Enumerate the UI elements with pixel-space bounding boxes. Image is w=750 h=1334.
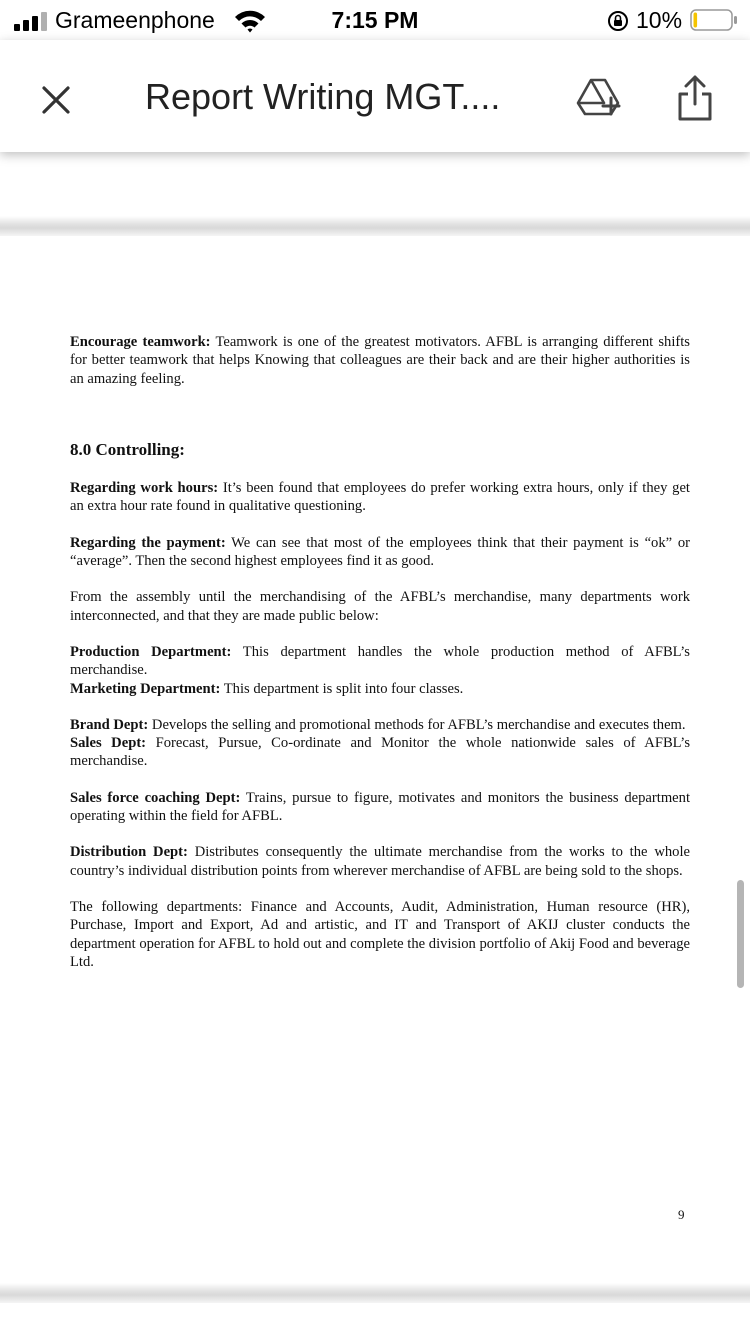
paragraph-label: Regarding the payment: (70, 534, 226, 551)
paragraph-text: Teamwork is one of the greatest motivators. AFBL is arranging different shifts for better teamwork that helps Knowing that colleagues are their back and are their higher authorities is an amazing feeling. (70, 334, 690, 387)
paragraph-marketing (70, 680, 690, 698)
status-time: 7:15 PM (331, 7, 419, 33)
page-divider (0, 1283, 750, 1303)
page-number: 9 (678, 1207, 685, 1222)
paragraph-following-departments: The following departments: Finance and Accounts, Audit, Administration, Human resource (HR), Purchase, Import and Export, Ad and artistic, and IT and Transport of AKIJ cluster conducts the department operation for AFBL to hold out and complete the division portfolio of Akij Food and beverage Ltd. (70, 898, 690, 970)
document-page-content (70, 333, 690, 971)
paragraph-coaching (70, 789, 690, 826)
paragraph-sales (70, 734, 690, 771)
paragraph-text: Distributes consequently the ultimate merchandise from the works to the whole country’s individual distribution points from wherever merchandise of AFBL are being sold to the shops. (70, 844, 690, 879)
paragraph-text: It’s been found that employees do prefer working extra hours, only if they get an extra hour rate found in qualitative questioning. (70, 480, 690, 515)
carrier-name: Grameenphone (55, 7, 215, 33)
app-bar (0, 40, 750, 152)
paragraph-label: Production Department: (70, 643, 232, 660)
paragraph-text: This department handles the whole production method of AFBL’s merchandise. (70, 643, 690, 679)
paragraph-label: Brand Dept: (70, 716, 149, 733)
paragraph-label: Regarding work hours: (70, 480, 219, 497)
add-to-drive-icon[interactable] (574, 76, 624, 118)
paragraph-label: Encourage teamwork: (70, 334, 211, 350)
paragraph-label: Marketing Department: (70, 680, 221, 697)
rotation-lock-icon (606, 10, 630, 32)
paragraph-work-hours (70, 479, 690, 516)
paragraph-text: We can see that most of the employees think that their payment is “ok” or “average”. Then the second highest employees find it as good. (70, 534, 690, 570)
paragraph-brand (70, 716, 690, 734)
section-heading: 8.0 Controlling: (70, 439, 185, 459)
share-icon[interactable] (676, 74, 714, 122)
close-icon[interactable] (36, 80, 76, 120)
battery-icon (690, 9, 738, 31)
battery-percentage: 10% (636, 7, 683, 33)
paragraph-distribution (70, 843, 690, 880)
paragraph-payment (70, 534, 690, 571)
paragraph-label: Sales force coaching Dept: (70, 789, 241, 806)
paragraph-text: Forecast, Pursue, Co-ordinate and Monitor the whole nationwide sales of AFBL’s merchandise. (70, 735, 690, 770)
document-title: Report Writing MGT.... (145, 76, 501, 117)
page-divider (0, 216, 750, 236)
paragraph-text: Trains, pursue to figure, motivates and monitors the business department operating within the field for AFBL. (70, 789, 691, 825)
paragraph-assembly: From the assembly until the merchandising of the AFBL’s merchandise, many departments work interconnected, and that they are made public below: (70, 589, 690, 624)
paragraph-label: Distribution Dept: (70, 844, 188, 861)
paragraph-production (70, 643, 690, 680)
status-bar (0, 0, 750, 40)
scrollbar-thumb[interactable] (737, 880, 744, 988)
paragraph-encourage-teamwork (70, 333, 690, 388)
paragraph-text: Develops the selling and promotional methods for AFBL’s merchandise and executes them. (148, 716, 686, 733)
paragraph-label: Sales Dept: (70, 735, 147, 752)
paragraph-text: This department is split into four classes. (220, 680, 464, 697)
